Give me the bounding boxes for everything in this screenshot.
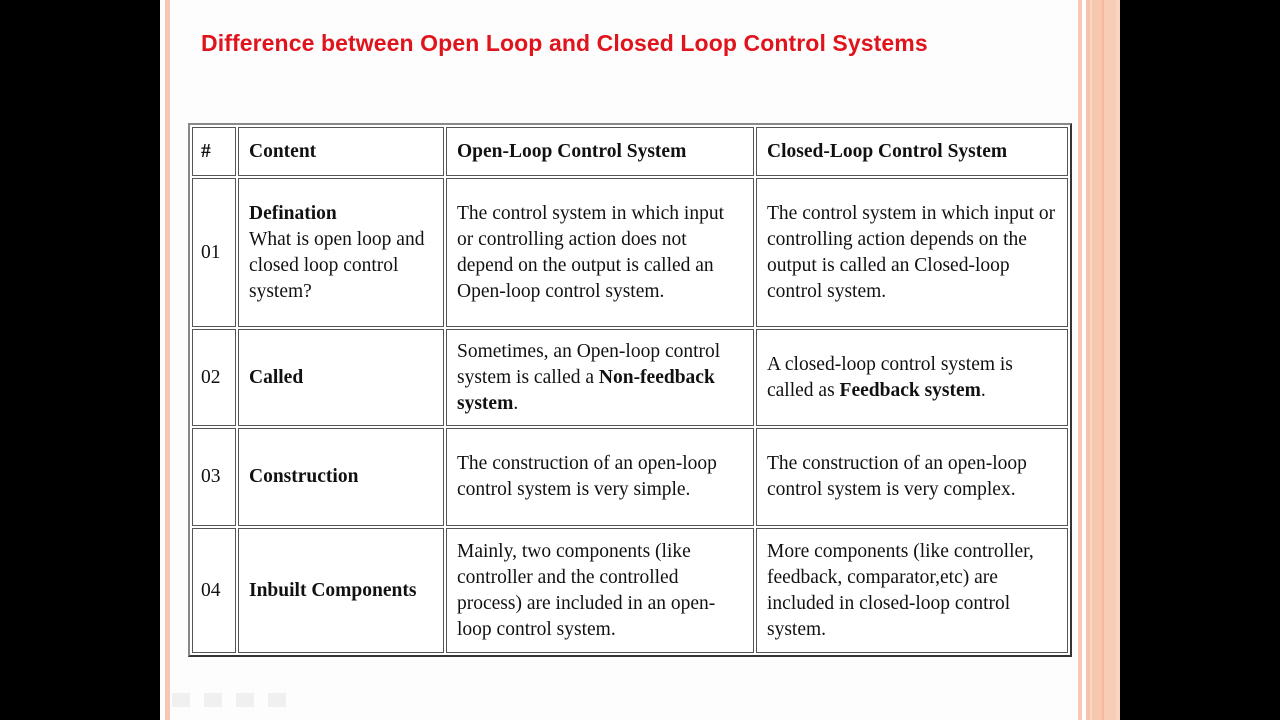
- row-content: [238, 329, 444, 426]
- row-number-text: 03: [201, 466, 221, 487]
- open-loop-cell: [446, 178, 754, 327]
- open-loop-text: Non-feedback system: [457, 366, 715, 414]
- row-content: [238, 528, 444, 653]
- slide: [160, 0, 1120, 720]
- left-decorative-stripe: [165, 0, 170, 720]
- closed-loop-cell: [756, 178, 1068, 327]
- open-loop-text: Sometimes, an Open-loop control system is called a: [457, 340, 721, 388]
- table-row: [192, 178, 1068, 327]
- right-decorative-stripes: [1076, 0, 1120, 720]
- content-heading: Defination: [249, 202, 337, 224]
- open-loop-text: The control system in which input or controlling action does not depend on the output is called an Open-loop control system.: [457, 202, 725, 302]
- comparison-table: [188, 123, 1072, 657]
- closed-loop-text: More components (like controller, feedback, comparator,etc) are included in closed-loop control system.: [767, 540, 1034, 640]
- row-number-text: 01: [201, 241, 221, 263]
- header-content: Content: [238, 127, 444, 176]
- header-open-loop: Open-Loop Control System: [446, 127, 754, 176]
- closed-loop-cell: [756, 428, 1068, 526]
- header-closed-loop: Closed-Loop Control System: [756, 127, 1068, 176]
- table-header-row: [192, 127, 1068, 176]
- open-loop-cell: [446, 329, 754, 426]
- row-content: [238, 178, 444, 327]
- closed-loop-cell: [756, 528, 1068, 653]
- closed-loop-text: The construction of an open-loop control system is very complex.: [767, 453, 1027, 500]
- content-heading: Construction: [249, 466, 359, 487]
- slide-title: Difference between Open Loop and Closed Loop Control Systems: [201, 30, 928, 56]
- row-content: [238, 428, 444, 526]
- row-number-text: 02: [201, 366, 221, 388]
- open-loop-cell: [446, 428, 754, 526]
- row-number: [192, 178, 236, 327]
- closed-loop-text: .: [980, 379, 986, 401]
- closed-loop-cell: [756, 329, 1068, 426]
- next-icon[interactable]: [268, 693, 286, 707]
- content-heading: Called: [249, 366, 304, 388]
- closed-loop-text: A closed-loop control system is called as: [767, 353, 1013, 401]
- row-number-text: 04: [201, 579, 221, 601]
- open-loop-text: The construction of an open-loop control system is very simple.: [457, 453, 717, 500]
- previous-icon[interactable]: [172, 693, 190, 707]
- menu-icon[interactable]: [236, 693, 254, 707]
- table-row: [192, 329, 1068, 426]
- table-row: [192, 528, 1068, 653]
- closed-loop-text: The control system in which input or controlling action depends on the output is called an Closed-loop control system.: [767, 202, 1056, 302]
- table-row: [192, 428, 1068, 526]
- row-number: [192, 528, 236, 653]
- open-loop-text: .: [513, 392, 519, 414]
- content-description: What is open loop and closed loop control system?: [249, 228, 425, 302]
- header-number: #: [192, 127, 236, 176]
- open-loop-text: Mainly, two components (like controller and the controlled process) are included in an open-loop control system.: [457, 540, 716, 640]
- slideshow-controls: [172, 693, 286, 707]
- row-number: [192, 428, 236, 526]
- row-number: [192, 329, 236, 426]
- open-loop-cell: [446, 528, 754, 653]
- closed-loop-text: Feedback system: [839, 379, 981, 401]
- pen-icon[interactable]: [204, 693, 222, 707]
- content-heading: Inbuilt Components: [249, 579, 417, 601]
